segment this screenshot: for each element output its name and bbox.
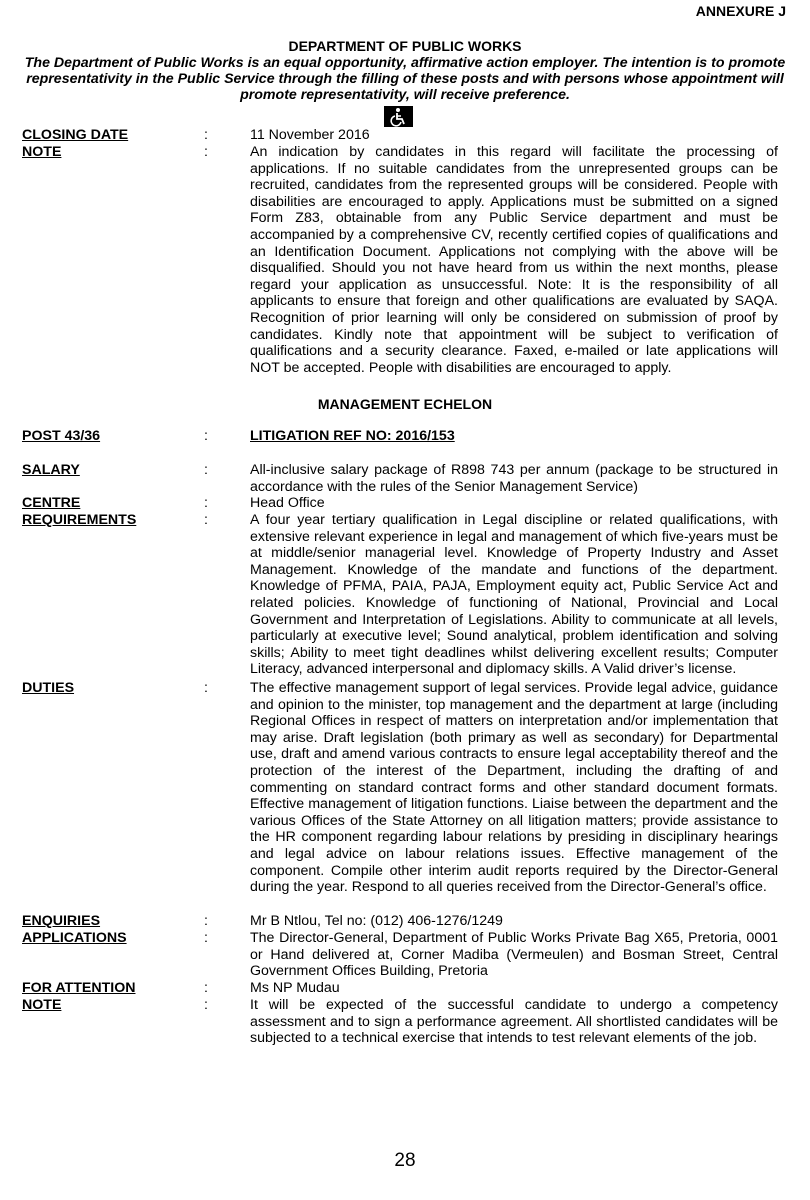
section-heading: MANAGEMENT ECHELON [317, 396, 493, 412]
centre-text: Head Office [250, 495, 325, 511]
salary-label: SALARY [22, 462, 80, 478]
post-note-label: NOTE [22, 997, 62, 1013]
requirements-text: A four year tertiary qualification in Legal discipline or related qualifications, with extensive relevant experience in legal and management of which five-years must be at middle/senior managerial level. Knowledge of Property Industry and Asset Management. Knowledge of the mandate and functions of the department. Knowledge of PFMA, PAIA, PAJA, Employment equity act, Public Service Act and related policies. Knowledge of functioning of National, Provincial and Local Government and Interpretation of Legislations. Ability to communicate at all levels, particularly at executive level; Sound analytical, problem identification and solving skills; Ability to meet tight deadlines whilst delivering excellent results; Computer Literacy, advanced interpersonal and diplomacy skills. A Valid driver’s license. [250, 512, 778, 678]
requirements-label: REQUIREMENTS [22, 512, 137, 528]
attention-text: Ms NP Mudau [250, 980, 340, 996]
general-note-text: An indication by candidates in this regard will facilitate the processing of applications. If no suitable candidates from the unrepresented groups can be recruited, candidates from the represented groups will be considered. People with disabilities are encouraged to apply. Applications must be submitted on a signed Form Z83, obtainable from any Public Service department and must be accompanied by a comprehensive CV, recently certified copies of qualifications and an Identification Document. Applications not complying with the above will be disqualified. Should you not have heard from us within the next months, please regard your application as unsuccessful. Note: It is the responsibility of all applicants to ensure that foreign and other qualifications are evaluated by SAQA. Recognition of prior learning will only be considered on submission of proof by candidates. Kindly note that appointment will be subject to verification of qualifications and a security clearance. Faxed, e-mailed or late applications will NOT be accepted. People with disabilities are encouraged to apply. [250, 144, 778, 376]
department-title: DEPARTMENT OF PUBLIC WORKS [288, 38, 522, 54]
post-title: LITIGATION REF NO: 2016/153 [250, 428, 455, 444]
general-note-label: NOTE [22, 144, 62, 160]
duties-text: The effective management support of legal services. Provide legal advice, guidance and opinion to the minister, top management and the department at large (including Regional Offices in respect of matters on interpretation and/or implementation that may arise. Draft legislation (both primary as well as secondary) for Departmental use, draft and amend various contracts to ensure legal acceptability thereof and the protection of the interest of the Department, including the drafting of and commenting on standard contract forms and other standard document formats. Effective management of litigation functions. Liaise between the department and the various Offices of the State Attorney on all litigation matters; provide assistance to the HR component regarding labour relations by presiding in disciplinary hearings and legal advice on labour relations issues. Effective management of the component. Compile other interim audit reports required by the Director-General during the year. Respond to all queries received from the Director-General’s office. [250, 680, 778, 896]
annexure-label: ANNEXURE J [695, 3, 786, 19]
closing-date-value: 11 November 2016 [250, 127, 370, 143]
enquiries-text: Mr B Ntlou, Tel no: (012) 406-1276/1249 [250, 913, 503, 929]
applications-text: The Director-General, Department of Public Works Private Bag X65, Pretoria, 0001 or Hand delivered at, Corner Madiba (Vermeulen) and Bosman Street, Central Government Offices Building, Pretoria [250, 930, 778, 980]
page-number: 28 [394, 1150, 416, 1171]
equal-opportunity-statement: The Department of Public Works is an equal opportunity, affirmative action employer. The intention is to promote representativity in the Public Service through the filling of these posts and with persons whose appointment will promote representativity, will receive preference. [24, 55, 786, 104]
enquiries-label: ENQUIRIES [22, 913, 101, 929]
applications-label: APPLICATIONS [22, 930, 127, 946]
salary-text: All-inclusive salary package of R898 743 per annum (package to be structured in accordance with the rules of the Senior Management Service) [250, 462, 778, 495]
wheelchair-icon [384, 106, 413, 127]
duties-label: DUTIES [22, 680, 75, 696]
centre-label: CENTRE [22, 495, 81, 511]
attention-label: FOR ATTENTION [22, 980, 136, 996]
post-label: POST 43/36 [22, 428, 101, 444]
post-note-text: It will be expected of the successful candidate to undergo a competency assessment and to sign a performance agreement. All shortlisted candidates will be subjected to a technical exercise that intends to test relevant elements of the job. [250, 997, 778, 1047]
closing-date-label: CLOSING DATE [22, 127, 129, 143]
